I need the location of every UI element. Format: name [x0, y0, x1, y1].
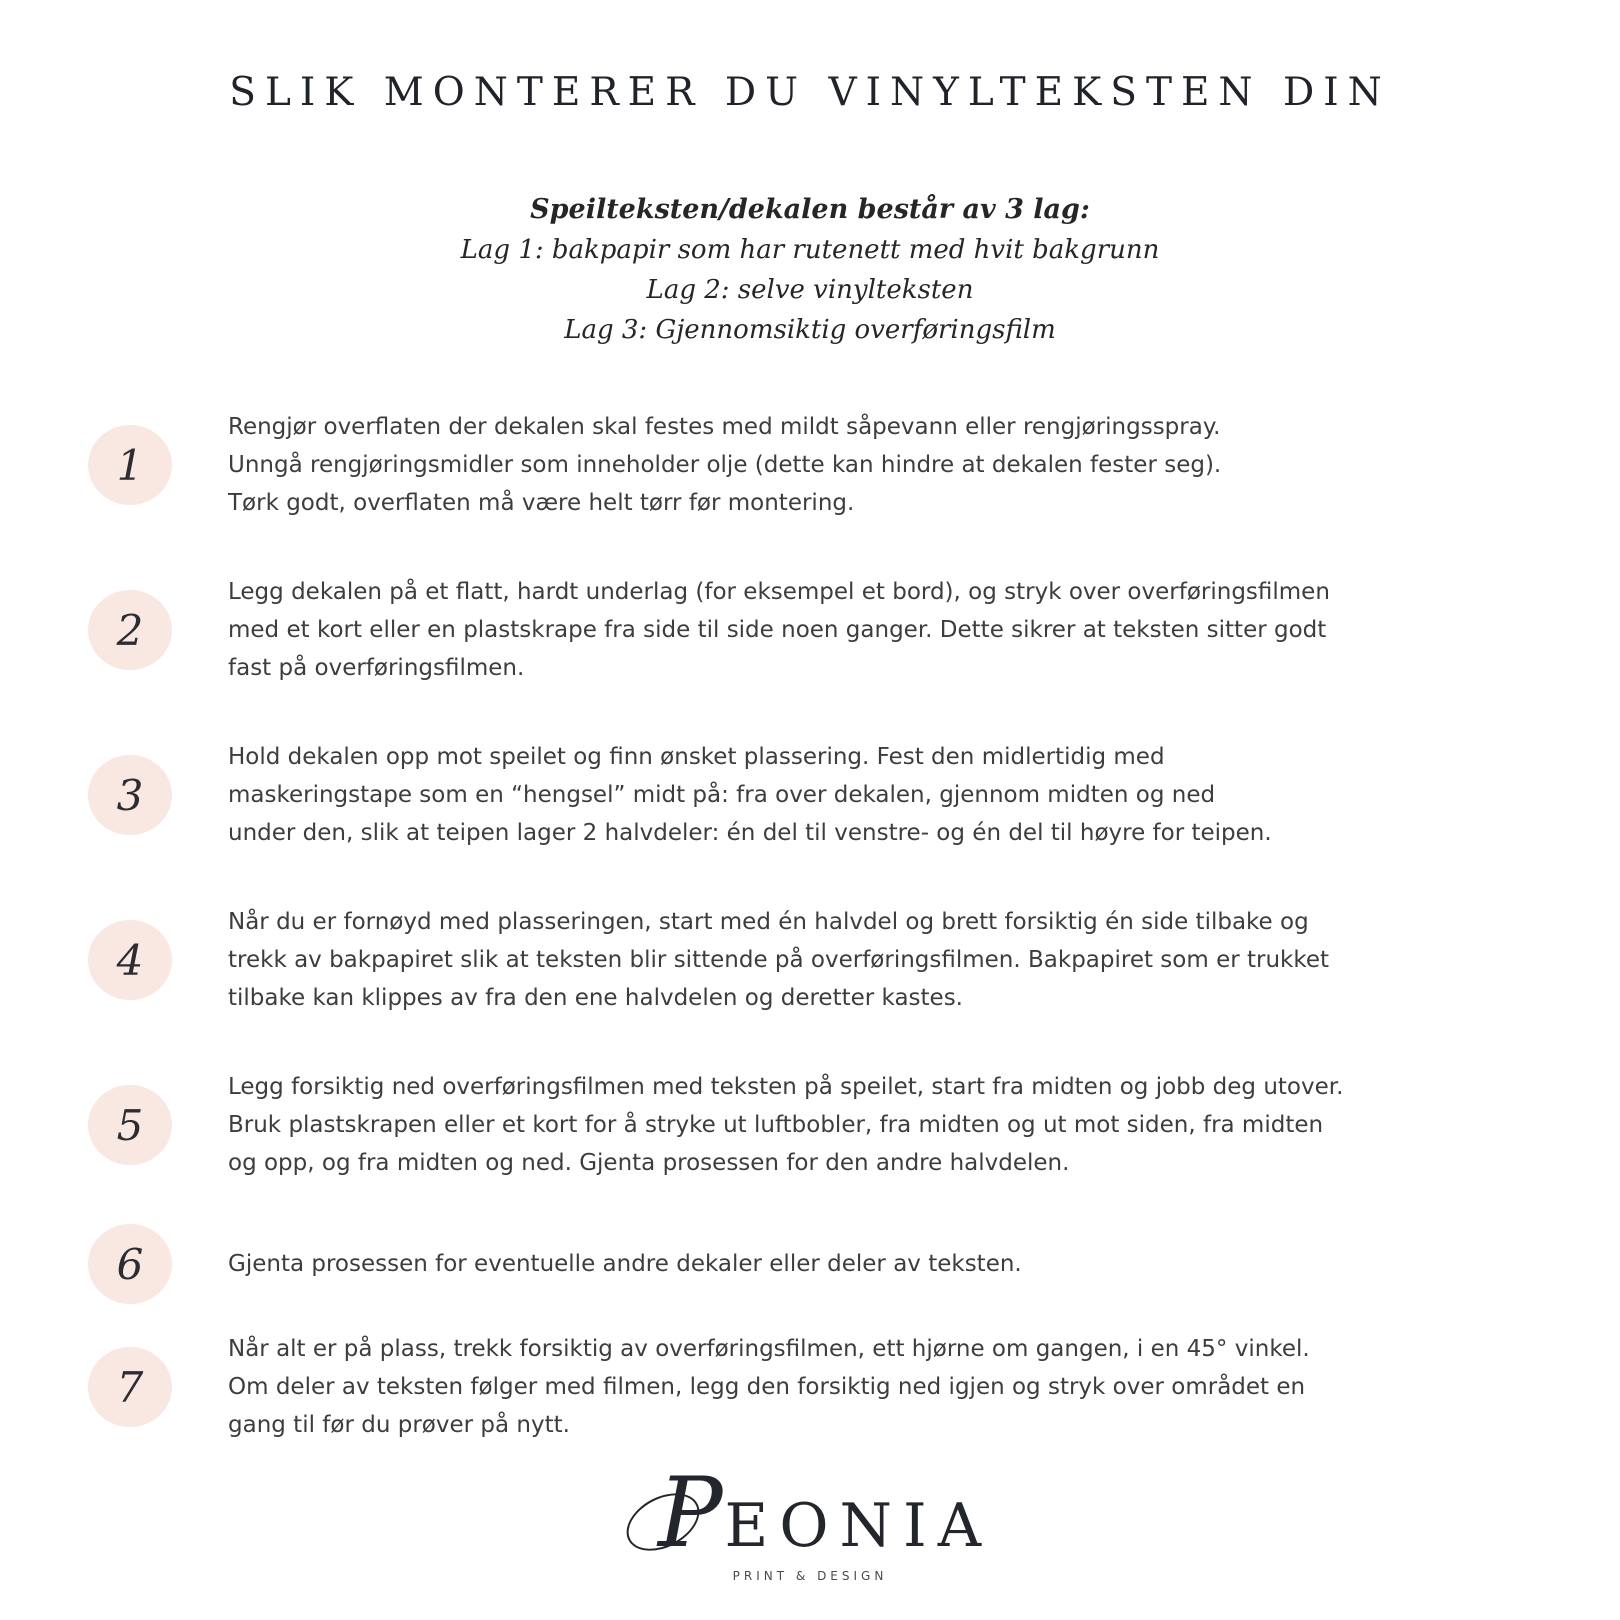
step-1: [88, 408, 1528, 522]
step-text-line: Når alt er på plass, trekk forsiktig av overføringsfilmen, ett hjørne om gangen, i en 45° vinkel.: [228, 1336, 1310, 1362]
step-text-line: Rengjør overflaten der dekalen skal festes med mildt såpevann eller rengjøringsspray.: [228, 414, 1221, 440]
step-text-line: Legg forsiktig ned overføringsfilmen med teksten på speilet, start fra midten og jobb deg utover.: [228, 1074, 1344, 1100]
step-text-line: under den, slik at teipen lager 2 halvdeler: én del til venstre- og én del til høyre for teipen.: [228, 820, 1272, 846]
step-3: [88, 738, 1528, 852]
step-7: [88, 1330, 1528, 1444]
step-text-line: Gjenta prosessen for eventuelle andre dekaler eller deler av teksten.: [228, 1251, 1022, 1277]
page-title: SLIK MONTERER DU VINYLTEKSTEN DIN: [229, 70, 1391, 115]
step-text-line: Tørk godt, overflaten må være helt tørr før montering.: [228, 490, 855, 516]
step-6-text: [228, 1245, 1022, 1283]
step-text-line: Bruk plastskrapen eller et kort for å stryke ut luftbobler, fra midten og ut mot siden, fra midten: [228, 1112, 1324, 1138]
step-text-line: Unngå rengjøringsmidler som inneholder olje (dette kan hindre at dekalen fester seg).: [228, 452, 1222, 478]
step-6-number-badge: 6: [88, 1224, 172, 1304]
step-4-number-badge: 4: [88, 920, 172, 1000]
brand-tagline: PRINT & DESIGN: [732, 1569, 888, 1583]
intro-layer-1: Lag 1: bakpapir som har rutenett med hvit bakgrunn: [460, 235, 1160, 265]
step-5: [88, 1068, 1528, 1182]
step-4-text: [228, 903, 1329, 1017]
brand-logo: [0, 1457, 1620, 1583]
step-text-line: Når du er fornøyd med plasseringen, start med én halvdel og brett forsiktig én side tilbake og: [228, 909, 1309, 935]
intro-layer-2: Lag 2: selve vinylteksten: [646, 275, 974, 305]
step-text-line: Om deler av teksten følger med filmen, legg den forsiktig ned igjen og stryk over området en: [228, 1374, 1306, 1400]
step-text-line: med et kort eller en plastskrape fra side til side noen ganger. Dette sikrer at teksten sitter godt: [228, 617, 1327, 643]
step-3-number-badge: 3: [88, 755, 172, 835]
step-2-number-badge: 2: [88, 590, 172, 670]
step-text-line: trekk av bakpapiret slik at teksten blir sittende på overføringsfilmen. Bakpapiret som er trukket: [228, 947, 1330, 973]
step-text-line: Hold dekalen opp mot speilet og finn ønsket plassering. Fest den midlertidig med: [228, 744, 1165, 770]
step-text-line: Legg dekalen på et flatt, hardt underlag (for eksempel et bord), og stryk over overføringsfilmen: [228, 579, 1330, 605]
intro-section: [0, 190, 1620, 350]
step-1-text: [228, 408, 1221, 522]
steps-list: [88, 408, 1528, 1444]
brand-name: EONIA: [724, 1491, 993, 1561]
step-2: [88, 573, 1528, 687]
step-7-number-badge: 7: [88, 1347, 172, 1427]
step-7-text: [228, 1330, 1310, 1444]
step-6: [88, 1224, 1528, 1304]
brand-wordmark: [628, 1457, 993, 1569]
step-text-line: fast på overføringsfilmen.: [228, 655, 525, 681]
step-text-line: gang til før du prøver på nytt.: [228, 1412, 570, 1438]
step-5-text: [228, 1068, 1343, 1182]
intro-heading: Speilteksten/dekalen består av 3 lag:: [530, 194, 1090, 225]
step-4: [88, 903, 1528, 1017]
intro-layer-3: Lag 3: Gjennomsiktig overføringsfilm: [564, 315, 1056, 345]
brand-initial: P: [657, 1457, 723, 1569]
step-3-text: [228, 738, 1272, 852]
step-text-line: maskeringstape som en “hengsel” midt på: fra over dekalen, gjennom midten og ned: [228, 782, 1216, 808]
step-2-text: [228, 573, 1330, 687]
step-text-line: tilbake kan klippes av fra den ene halvdelen og deretter kastes.: [228, 985, 963, 1011]
step-1-number-badge: 1: [88, 425, 172, 505]
step-5-number-badge: 5: [88, 1085, 172, 1165]
step-text-line: og opp, og fra midten og ned. Gjenta prosessen for den andre halvdelen.: [228, 1150, 1070, 1176]
